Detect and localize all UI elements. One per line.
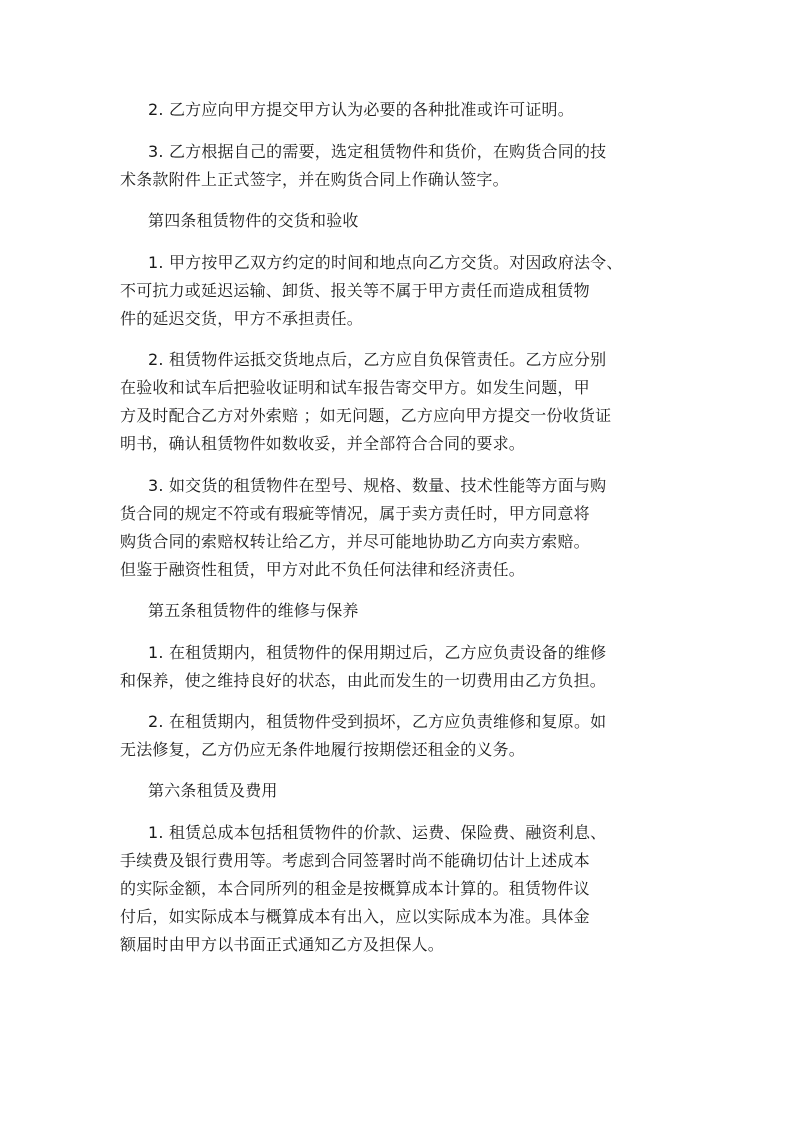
text-line: 手续费及银行费用等。考虑到合同签署时尚不能确切估计上述成本: [120, 851, 590, 870]
text-line: 术条款附件上正式签字，并在购货合同上作确认签字。: [120, 170, 509, 189]
text-line: 2. 在租赁期内，租赁物件受到损坏，乙方应负责维修和复原。如: [148, 712, 607, 731]
text-line: 在验收和试车后把验收证明和试车报告寄交甲方。如发生问题，甲: [120, 378, 590, 397]
text-line: 1. 在租赁期内，租赁物件的保用期过后，乙方应负责设备的维修: [148, 643, 607, 662]
text-line: 1. 甲方按甲乙双方约定的时间和地点向乙方交货。对因政府法令、: [148, 253, 623, 272]
text-line: 2. 乙方应向甲方提交甲方认为必要的各种批准或许可证明。: [148, 100, 574, 119]
text-line: 购货合同的索赔权转让给乙方，并尽可能地协助乙方向卖方索赔。: [120, 532, 590, 551]
text-line: 额届时由甲方以书面正式通知乙方及担保人。: [120, 935, 445, 954]
text-line: 的实际金额，本合同所列的租金是按概算成本计算的。租赁物件议: [120, 879, 590, 898]
text-line: 件的延迟交货，甲方不承担责任。: [120, 309, 364, 328]
text-line: 无法修复，乙方仍应无条件地履行按期偿还租金的义务。: [120, 740, 526, 759]
text-line: 3. 乙方根据自己的需要，选定租赁物件和货价，在购货合同的技: [148, 142, 607, 161]
text-line: 但鉴于融资性租赁，甲方对此不负任何法律和经济责任。: [120, 560, 526, 579]
text-line: 2. 租赁物件运抵交货地点后，乙方应自负保管责任。乙方应分别: [148, 350, 607, 369]
section-heading: 第四条租赁物件的交货和验收: [148, 211, 359, 230]
text-line: 货合同的规定不符或有瑕疵等情况，属于卖方责任时，甲方同意将: [120, 504, 590, 523]
text-line: 1. 租赁总成本包括租赁物件的价款、运费、保险费、融资利息、: [148, 823, 607, 842]
text-line: 付后，如实际成本与概算成本有出入，应以实际成本为准。具体金: [120, 907, 590, 926]
text-line: 方及时配合乙方对外索赔 ；如无问题，乙方应向甲方提交一份收货证: [120, 406, 612, 425]
text-line: 不可抗力或延迟运输、卸货、报关等不属于甲方责任而造成租赁物: [120, 281, 590, 300]
section-heading: 第六条租赁及费用: [148, 781, 278, 800]
section-heading: 第五条租赁物件的维修与保养: [148, 601, 359, 620]
text-line: 3. 如交货的租赁物件在型号、规格、数量、技术性能等方面与购: [148, 476, 607, 495]
text-line: 明书，确认租赁物件如数收妥，并全部符合合同的要求。: [120, 434, 526, 453]
text-line: 和保养，使之维持良好的状态，由此而发生的一切费用由乙方负担。: [120, 671, 607, 690]
